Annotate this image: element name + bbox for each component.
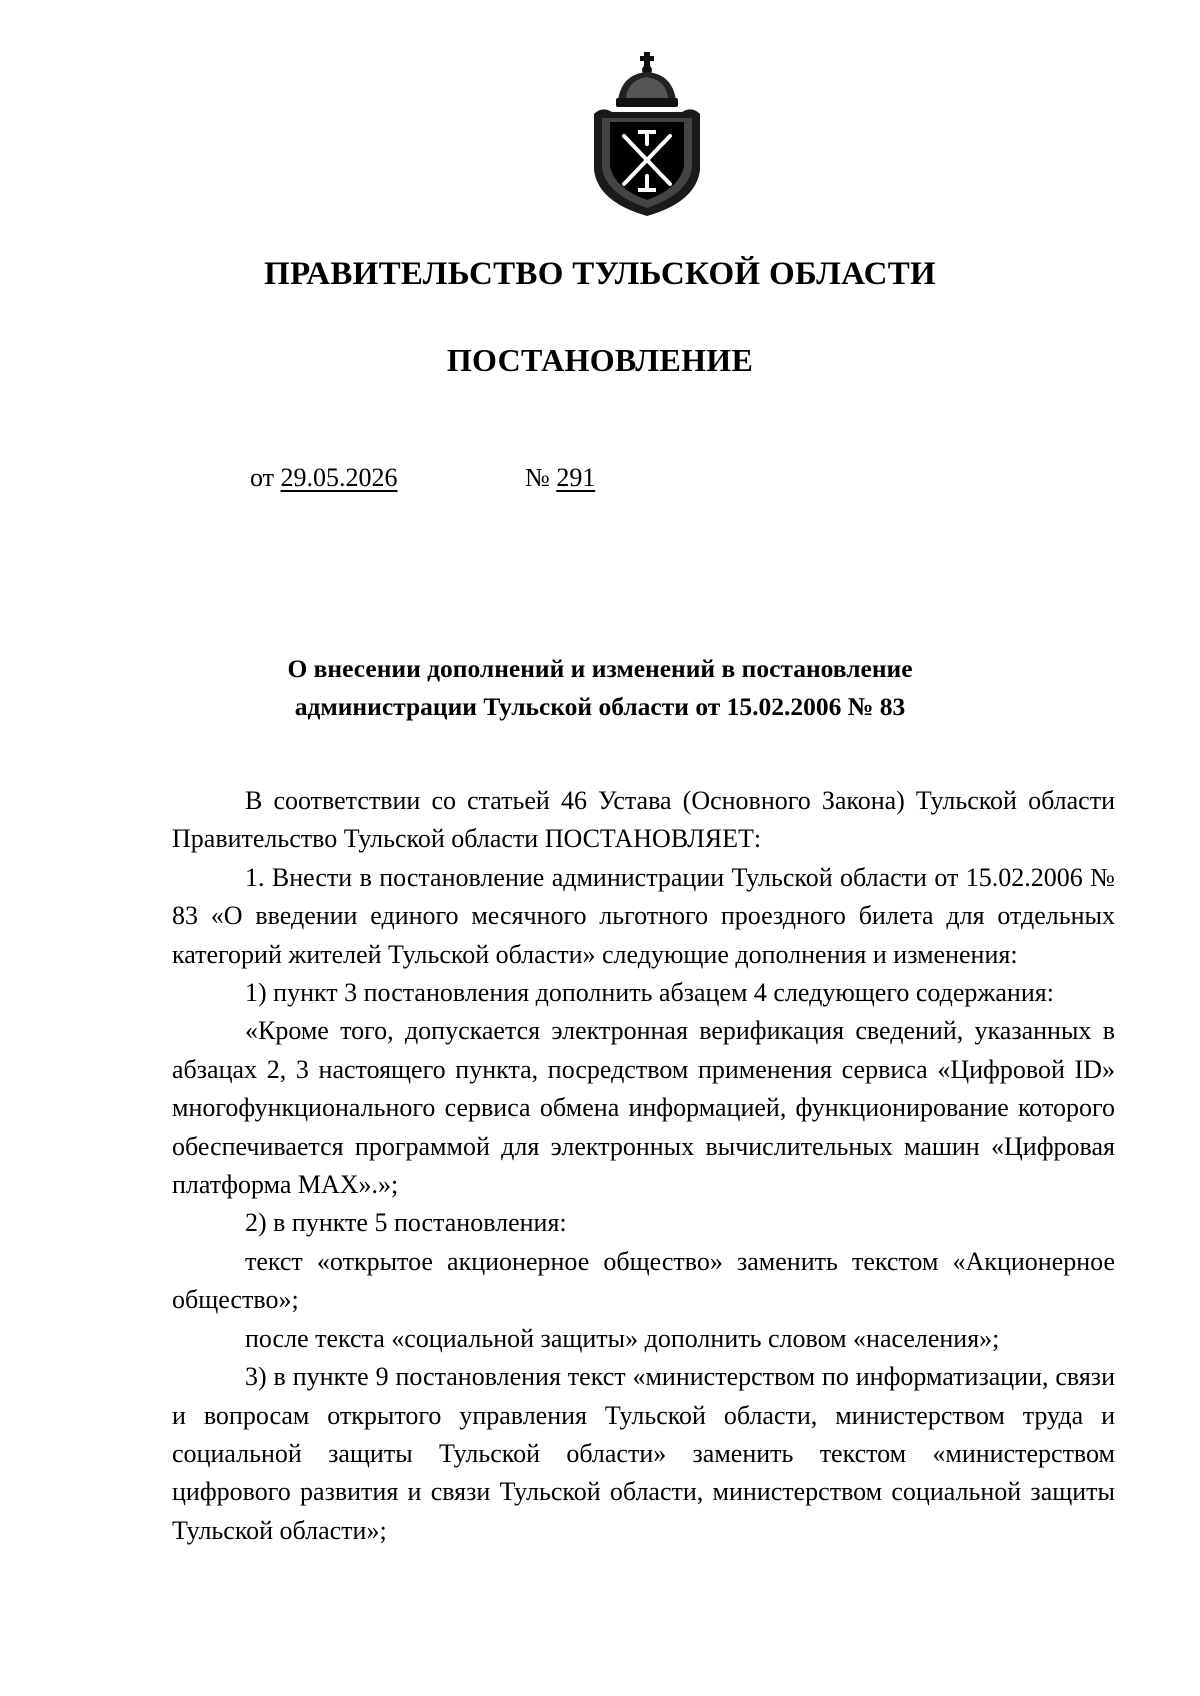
subject-line: администрации Тульской области от 15.02.2006 № 83 (294, 692, 906, 721)
document-body (172, 782, 1115, 1550)
number-prefix: № (525, 463, 550, 492)
body-paragraph: В соответствии со статьей 46 Устава (Основного Закона) Тульской области Правительство Тульской области ПОСТАНОВЛЯЕТ: (172, 786, 1115, 854)
organization-title: ПРАВИТЕЛЬСТВО ТУЛЬСКОЙ ОБЛАСТИ (264, 256, 936, 292)
body-paragraph: 2) в пункте 5 постановления: (245, 1208, 567, 1238)
document-number (525, 465, 595, 491)
tula-coat-of-arms-icon (588, 52, 706, 217)
body-paragraph: 3) в пункте 9 постановления текст «министерством по информатизации, связи и вопросам открытого управления Тульской области, министерством труда и социальной защиты Тульской области» заменить текстом «министерством цифрового развития и связи Тульской области, министерством социальной защиты Тульской области»; (172, 1362, 1115, 1545)
date-value: 29.05.2026 (280, 463, 398, 492)
date-prefix: от (250, 463, 275, 492)
body-paragraph: «Кроме того, допускается электронная верификация сведений, указанных в абзацах 2, 3 настоящего пункта, посредством применения сервиса «Цифровой ID» многофункционального сервиса обмена информацией, функционирование которого обеспечивается программой для электронных вычислительных машин «Цифровая платформа MAX».»; (172, 1016, 1115, 1200)
body-paragraph: 1. Внести в постановление администрации Тульской области от 15.02.2006 № 83 «О введении единого месячного льготного проездного билета для отдельных категорий жителей Тульской области» следующие дополнения и изменения: (172, 862, 1115, 969)
subject-line: О внесении дополнений и изменений в постановление (287, 654, 913, 683)
document-date (250, 465, 398, 491)
body-paragraph: текст «открытое акционерное общество» заменить текстом «Акционерное общество»; (172, 1246, 1115, 1315)
document-subject (0, 650, 1200, 726)
document-type: ПОСТАНОВЛЕНИЕ (446, 342, 754, 378)
body-paragraph: после текста «социальной защиты» дополнить словом «населения»; (245, 1323, 1000, 1353)
body-paragraph: 1) пункт 3 постановления дополнить абзацем 4 следующего содержания: (245, 978, 1054, 1008)
number-value: 291 (556, 463, 596, 492)
